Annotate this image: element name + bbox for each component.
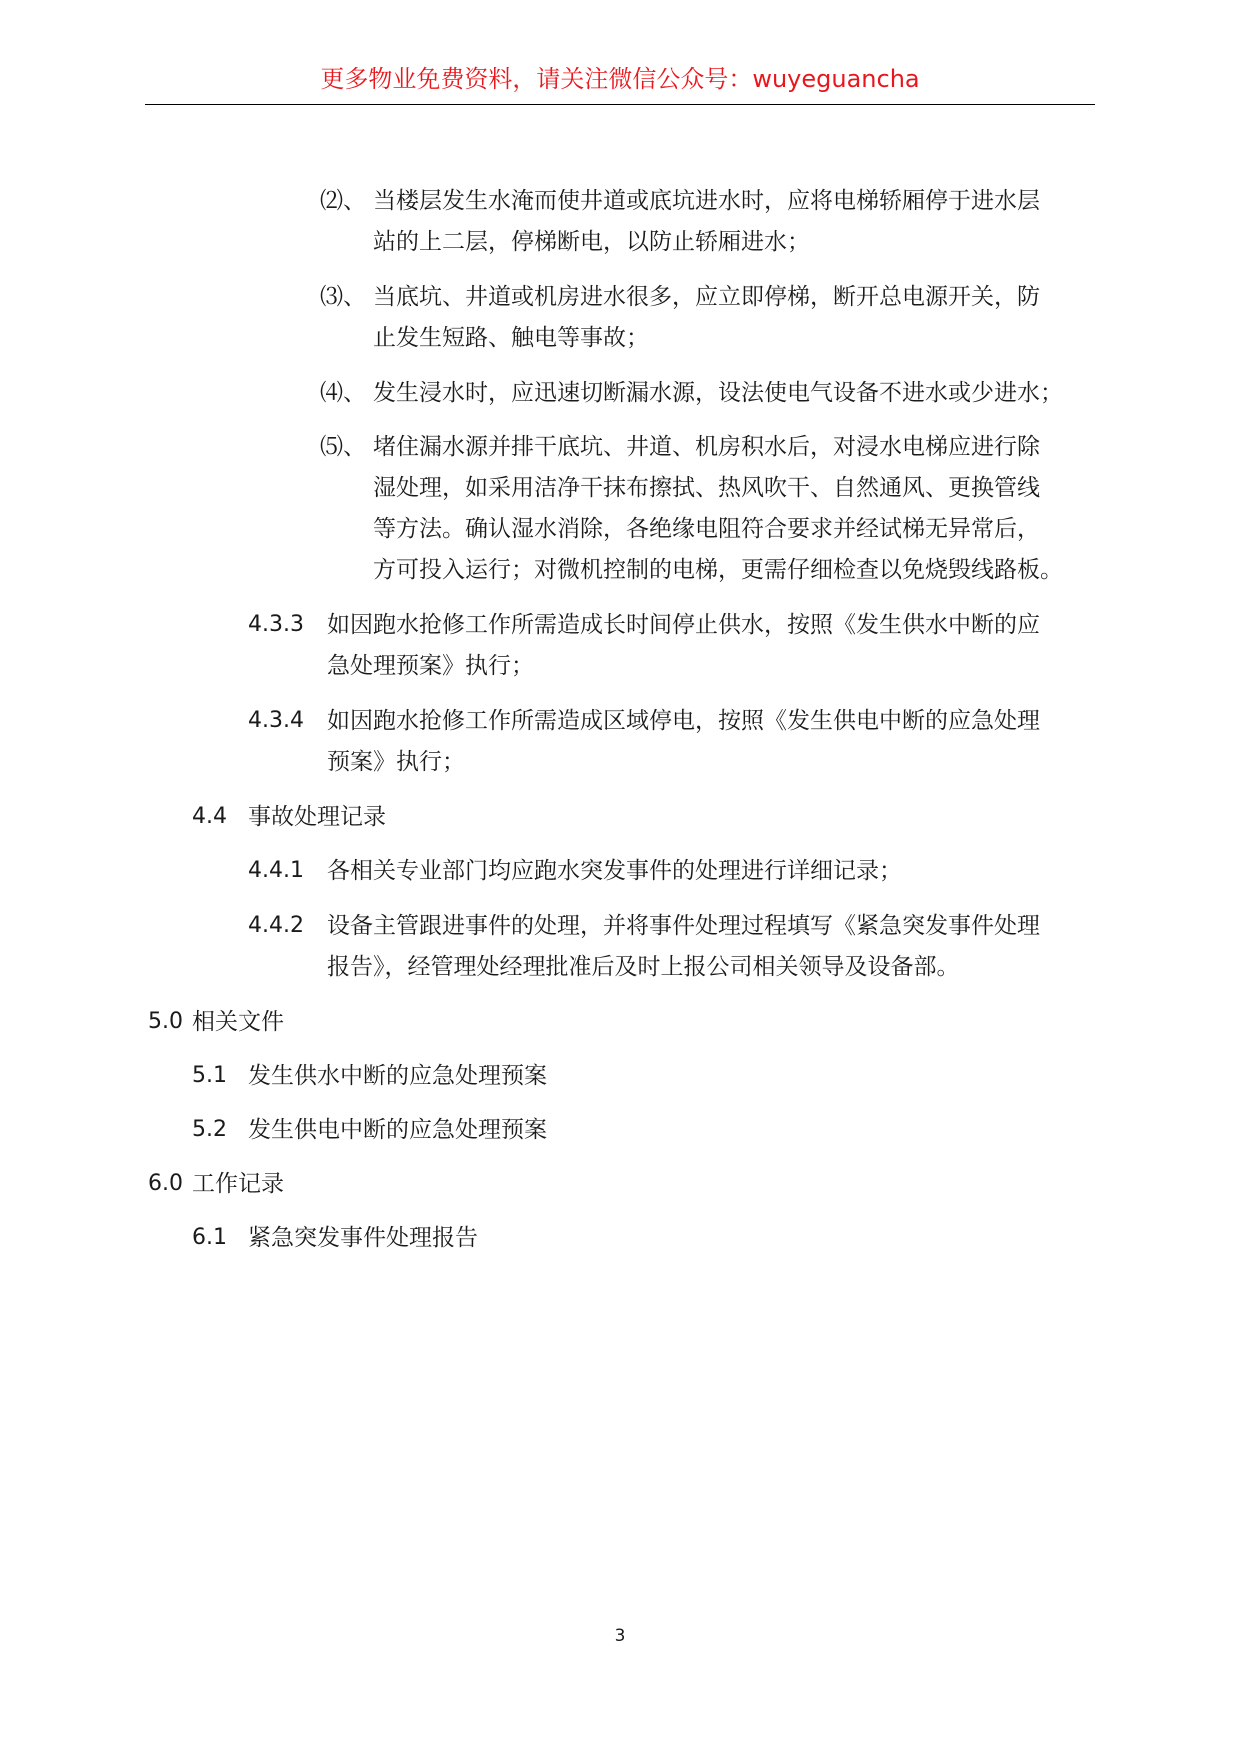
item-3-line-1: 当底坑、井道或机房进水很多，应立即停梯，断开总电源开关，防 <box>373 284 1040 310</box>
section-4-4-title: 事故处理记录 <box>248 804 386 830</box>
section-6-1-number: 6.1 <box>192 1225 227 1250</box>
section-4-3-3-number: 4.3.3 <box>248 612 304 637</box>
section-5-1-number: 5.1 <box>192 1063 227 1088</box>
item-2-line-2: 站的上二层，停梯断电，以防止轿厢进水； <box>373 229 810 255</box>
section-6-1-title: 紧急突发事件处理报告 <box>248 1225 478 1251</box>
section-4-4-2-line-2: 报告》，经管理处经理批准后及时上报公司相关领导及设备部。 <box>327 954 960 980</box>
item-3-marker: ⑶、 <box>320 284 366 310</box>
section-4-3-4-line-2: 预案》执行； <box>327 749 465 775</box>
item-3-line-2: 止发生短路、触电等事故； <box>373 325 649 351</box>
section-4-4-2-number: 4.4.2 <box>248 913 304 938</box>
item-4-line-1: 发生浸水时，应迅速切断漏水源，设法使电气设备不进水或少进水； <box>373 380 1063 406</box>
item-5-line-1: 堵住漏水源并排干底坑、井道、机房积水后，对浸水电梯应进行除 <box>373 434 1040 460</box>
item-4-marker: ⑷、 <box>320 380 366 406</box>
item-2-marker: ⑵、 <box>320 188 366 214</box>
item-5-marker: ⑸、 <box>320 434 366 460</box>
section-4-3-4-line-1: 如因跑水抢修工作所需造成区域停电，按照《发生供电中断的应急处理 <box>327 708 1040 734</box>
section-5-1-title: 发生供水中断的应急处理预案 <box>248 1063 547 1089</box>
section-5-2-number: 5.2 <box>192 1117 227 1142</box>
section-4-4-1-line-1: 各相关专业部门均应跑水突发事件的处理进行详细记录； <box>327 858 902 884</box>
page-number: 3 <box>614 1626 626 1646</box>
section-5-2-title: 发生供电中断的应急处理预案 <box>248 1117 547 1143</box>
item-5-line-2: 湿处理，如采用洁净干抹布擦拭、热风吹干、自然通风、更换管线 <box>373 475 1040 501</box>
section-4-4-2-line-1: 设备主管跟进事件的处理，并将事件处理过程填写《紧急突发事件处理 <box>327 913 1040 939</box>
item-5-line-4: 方可投入运行；对微机控制的电梯，更需仔细检查以免烧毁线路板。 <box>373 557 1063 583</box>
section-4-3-4-number: 4.3.4 <box>248 708 304 733</box>
section-4-4-number: 4.4 <box>192 804 227 829</box>
header-rule <box>145 104 1095 105</box>
item-5-line-3: 等方法。确认湿水消除，各绝缘电阻符合要求并经试梯无异常后， <box>373 516 1040 542</box>
section-5-0-number: 5.0 <box>148 1009 183 1034</box>
section-5-0-title: 相关文件 <box>192 1009 284 1035</box>
section-4-3-3-line-2: 急处理预案》执行； <box>327 653 534 679</box>
section-4-4-1-number: 4.4.1 <box>248 858 304 883</box>
section-6-0-number: 6.0 <box>148 1171 183 1196</box>
section-6-0-title: 工作记录 <box>192 1171 284 1197</box>
item-2-line-1: 当楼层发生水淹而使井道或底坑进水时，应将电梯轿厢停于进水层 <box>373 188 1040 214</box>
header-promo-text: 更多物业免费资料，请关注微信公众号：wuyeguancha <box>320 65 920 93</box>
section-4-3-3-line-1: 如因跑水抢修工作所需造成长时间停止供水，按照《发生供水中断的应 <box>327 612 1040 638</box>
